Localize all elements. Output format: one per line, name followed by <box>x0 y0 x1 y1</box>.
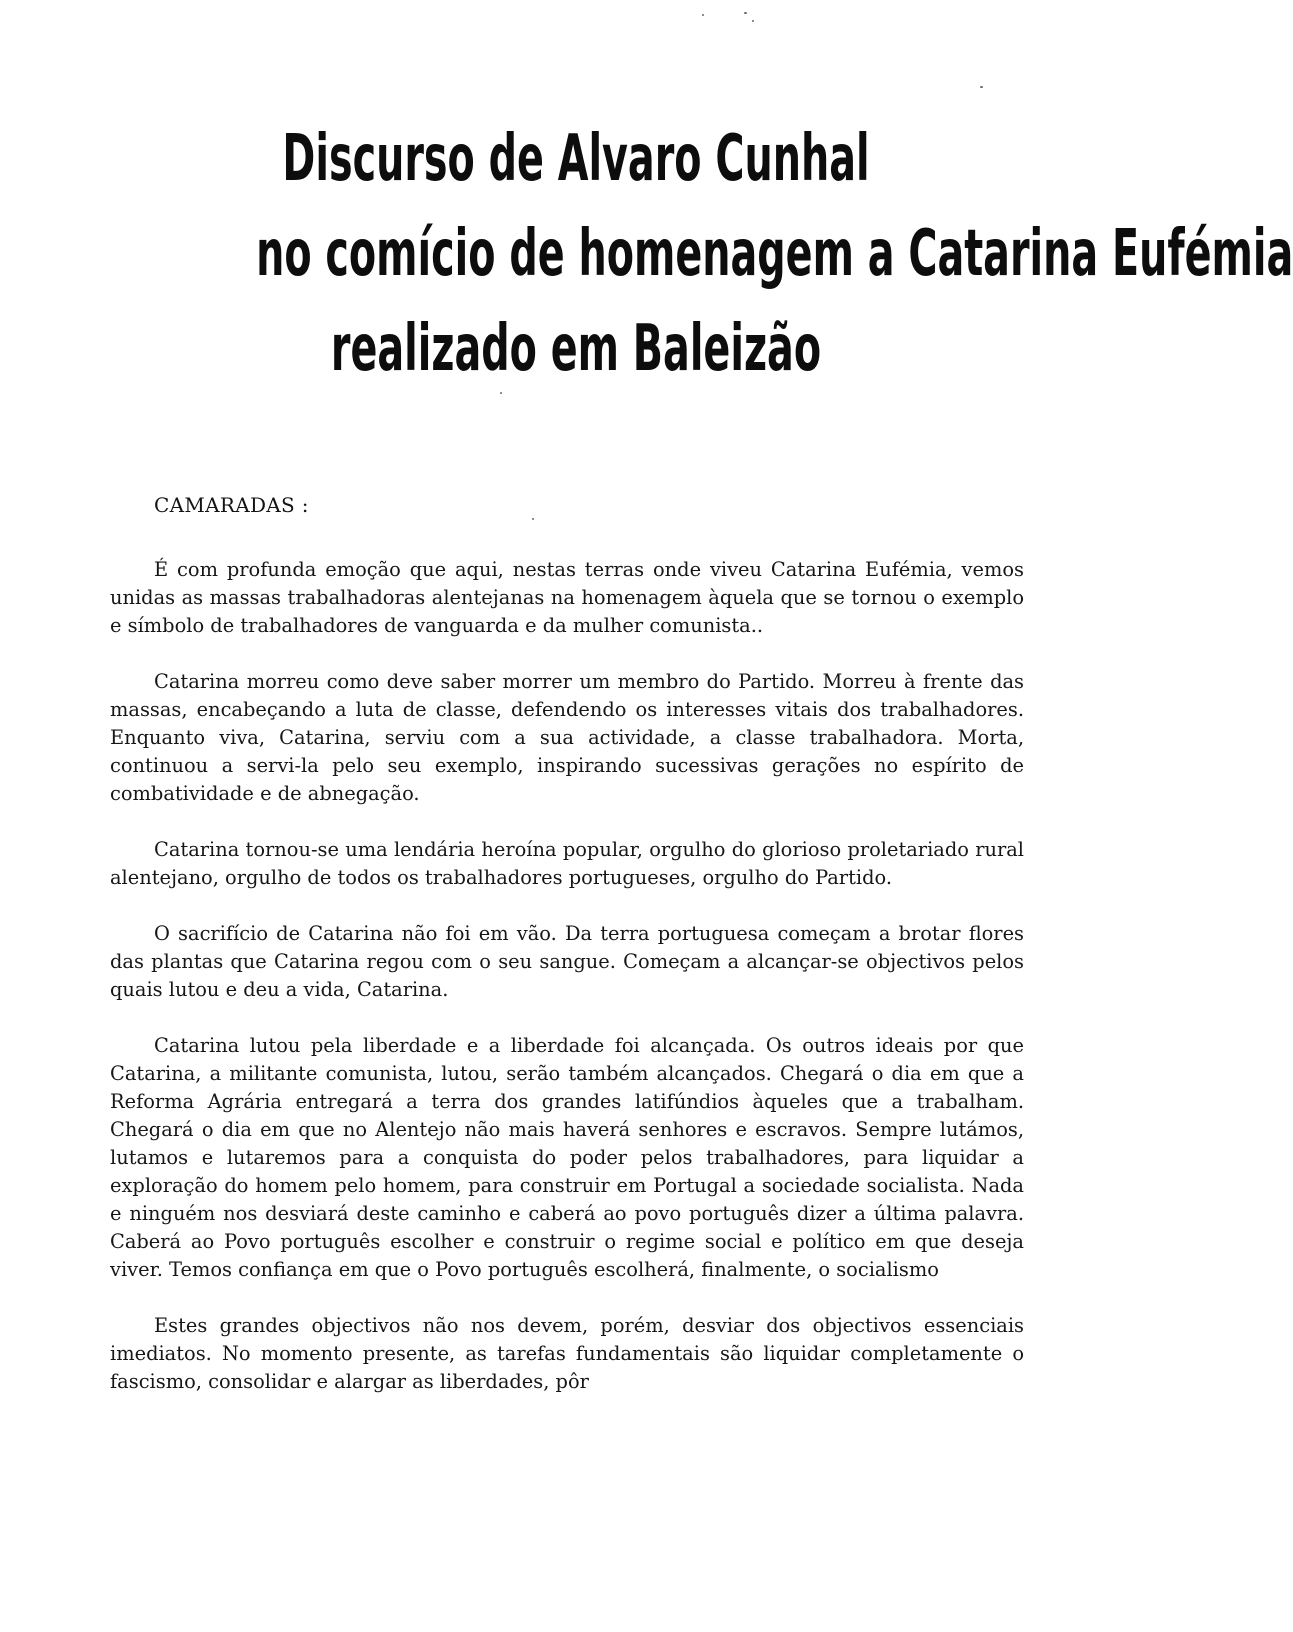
paragraph-5: Catarina lutou pela liberdade e a liberdade foi alcançada. Os outros ideais por que Catarina, a militante comunista, lutou, serão também alcançados. Chegará o dia em que a Reforma Agrária entregará a terra dos grandes latifúndios àqueles que a trabalham. Chegará o dia em que no Alentejo não mais haverá senhores e escravos. Sempre lutámos, lutamos e lutaremos para a conquista do poder pelos trabalhadores, para liquidar a exploração do homem pelo homem, para construir em Portugal a sociedade socialista. Nada e ninguém nos desviará deste caminho e caberá ao povo português dizer a última palavra. Caberá ao Povo português escolher e construir o regime social e político em que deseja viver. Temos confiança em que o Povo português escolherá, finalmente, o socialismo <box>110 1034 1024 1281</box>
scan-speck <box>532 518 534 520</box>
paragraph-6: Estes grandes objectivos não nos devem, porém, desviar dos objectivos essenciais imediatos. No momento presente, as tarefas fundamentais são liquidar completamente o fascismo, consolidar e alargar as liberdades, pôr <box>110 1314 1024 1393</box>
paragraph-4: O sacrifício de Catarina não foi em vão. Da terra portuguesa começam a brotar flores das plantas que Catarina regou com o seu sangue. Começam a alcançar-se objectivos pelos quais lutou e deu a vida, Catarina. <box>110 922 1024 1001</box>
scan-speck <box>980 86 983 88</box>
title-line-2: no comício de homenagem a Catarina Eufémia <box>256 217 1293 291</box>
salutation: CAMARADAS : <box>154 493 309 517</box>
scan-speck <box>702 14 704 16</box>
title-line-3: realizado em Baleizão <box>330 312 822 386</box>
speech-body <box>110 556 1024 1424</box>
document-title <box>256 112 1293 397</box>
title-line-1: Discurso de Alvaro Cunhal <box>282 122 870 196</box>
paragraph-3: Catarina tornou-se uma lendária heroína popular, orgulho do glorioso proletariado rural alentejano, orgulho de todos os trabalhadores portugueses, orgulho do Partido. <box>110 838 1024 889</box>
scan-speck <box>752 20 754 22</box>
scan-speck <box>744 12 747 14</box>
paragraph-1: É com profunda emoção que aqui, nestas terras onde viveu Catarina Eufémia, vemos unidas as massas trabalhadoras alentejanas na homenagem àquela que se tornou o exemplo e símbolo de trabalhadores de vanguarda e da mulher comunista.. <box>110 558 1024 637</box>
paragraph-2: Catarina morreu como deve saber morrer um membro do Partido. Morreu à frente das massas, encabeçando a luta de classe, defendendo os interesses vitais dos trabalhadores. Enquanto viva, Catarina, serviu com a sua actividade, a classe trabalhadora. Morta, continuou a servi-la pelo seu exemplo, inspirando sucessivas gerações no espírito de combatividade e de abnegação. <box>110 670 1024 805</box>
